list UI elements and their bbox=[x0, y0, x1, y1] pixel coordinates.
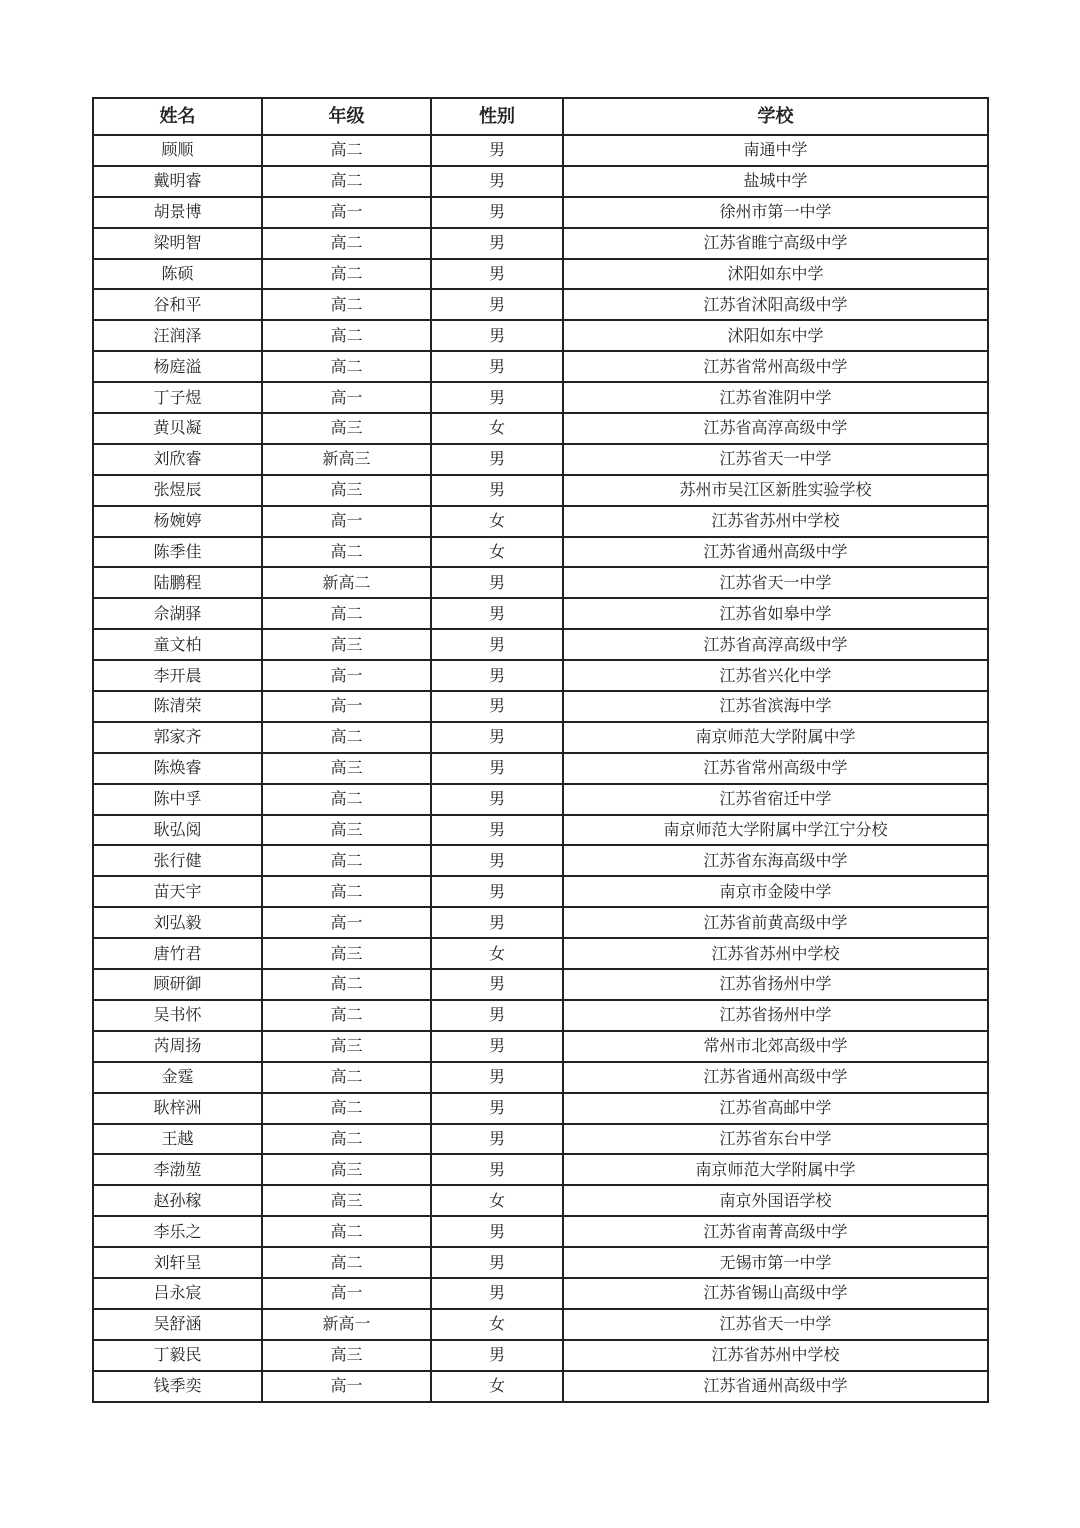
cell-gender: 男 bbox=[431, 197, 563, 228]
cell-name: 胡景博 bbox=[93, 197, 262, 228]
cell-grade: 高二 bbox=[262, 228, 431, 259]
cell-school: 南京师范大学附属中学 bbox=[563, 1154, 988, 1185]
table-row bbox=[93, 629, 988, 660]
cell-grade: 高三 bbox=[262, 629, 431, 660]
table-row bbox=[93, 413, 988, 444]
cell-name: 陈焕睿 bbox=[93, 753, 262, 784]
cell-name: 戴明睿 bbox=[93, 166, 262, 197]
cell-grade: 高二 bbox=[262, 1124, 431, 1155]
cell-grade: 高二 bbox=[262, 166, 431, 197]
cell-gender: 男 bbox=[431, 475, 563, 506]
cell-grade: 高二 bbox=[262, 969, 431, 1000]
cell-grade: 高二 bbox=[262, 135, 431, 166]
cell-grade: 高三 bbox=[262, 1185, 431, 1216]
table-row bbox=[93, 876, 988, 907]
cell-gender: 男 bbox=[431, 1340, 563, 1371]
table-row bbox=[93, 537, 988, 568]
cell-gender: 女 bbox=[431, 1371, 563, 1402]
table-row bbox=[93, 1031, 988, 1062]
student-list-table bbox=[92, 97, 989, 1403]
cell-name: 丁毅民 bbox=[93, 1340, 262, 1371]
table-row bbox=[93, 1278, 988, 1309]
table-row bbox=[93, 289, 988, 320]
cell-grade: 高一 bbox=[262, 691, 431, 722]
cell-name: 李乐之 bbox=[93, 1216, 262, 1247]
table-row bbox=[93, 1340, 988, 1371]
cell-name: 钱季奕 bbox=[93, 1371, 262, 1402]
cell-gender: 男 bbox=[431, 1062, 563, 1093]
cell-school: 江苏省天一中学 bbox=[563, 1309, 988, 1340]
table-row bbox=[93, 320, 988, 351]
cell-grade: 高三 bbox=[262, 815, 431, 846]
cell-school: 江苏省苏州中学校 bbox=[563, 938, 988, 969]
cell-school: 江苏省淮阴中学 bbox=[563, 382, 988, 413]
cell-name: 陈硕 bbox=[93, 259, 262, 290]
cell-grade: 高二 bbox=[262, 598, 431, 629]
cell-school: 江苏省兴化中学 bbox=[563, 660, 988, 691]
cell-grade: 高一 bbox=[262, 1371, 431, 1402]
cell-name: 童文柏 bbox=[93, 629, 262, 660]
cell-school: 江苏省扬州中学 bbox=[563, 1000, 988, 1031]
cell-school: 苏州市吴江区新胜实验学校 bbox=[563, 475, 988, 506]
cell-name: 杨婉婷 bbox=[93, 506, 262, 537]
cell-school: 江苏省扬州中学 bbox=[563, 969, 988, 1000]
cell-school: 江苏省睢宁高级中学 bbox=[563, 228, 988, 259]
cell-gender: 男 bbox=[431, 722, 563, 753]
cell-gender: 男 bbox=[431, 382, 563, 413]
cell-grade: 高二 bbox=[262, 845, 431, 876]
cell-name: 刘欣睿 bbox=[93, 444, 262, 475]
cell-school: 沭阳如东中学 bbox=[563, 259, 988, 290]
cell-gender: 女 bbox=[431, 506, 563, 537]
table-row bbox=[93, 691, 988, 722]
table-row bbox=[93, 938, 988, 969]
cell-school: 江苏省通州高级中学 bbox=[563, 1371, 988, 1402]
cell-school: 江苏省东海高级中学 bbox=[563, 845, 988, 876]
cell-grade: 新高三 bbox=[262, 444, 431, 475]
cell-school: 江苏省常州高级中学 bbox=[563, 351, 988, 382]
table-row bbox=[93, 969, 988, 1000]
cell-gender: 男 bbox=[431, 660, 563, 691]
cell-name: 耿梓洲 bbox=[93, 1093, 262, 1124]
cell-name: 郭家齐 bbox=[93, 722, 262, 753]
cell-grade: 高三 bbox=[262, 753, 431, 784]
table-row bbox=[93, 228, 988, 259]
cell-name: 吕永宸 bbox=[93, 1278, 262, 1309]
cell-school: 无锡市第一中学 bbox=[563, 1247, 988, 1278]
cell-grade: 高二 bbox=[262, 1062, 431, 1093]
header-name: 姓名 bbox=[93, 98, 262, 135]
cell-name: 李渤堃 bbox=[93, 1154, 262, 1185]
table-row bbox=[93, 1000, 988, 1031]
cell-grade: 高二 bbox=[262, 784, 431, 815]
cell-school: 江苏省苏州中学校 bbox=[563, 506, 988, 537]
table-row bbox=[93, 815, 988, 846]
cell-gender: 男 bbox=[431, 259, 563, 290]
cell-school: 江苏省前黄高级中学 bbox=[563, 907, 988, 938]
cell-grade: 高一 bbox=[262, 197, 431, 228]
cell-gender: 男 bbox=[431, 753, 563, 784]
cell-gender: 女 bbox=[431, 537, 563, 568]
header-grade: 年级 bbox=[262, 98, 431, 135]
cell-gender: 男 bbox=[431, 1093, 563, 1124]
cell-grade: 高二 bbox=[262, 1216, 431, 1247]
cell-grade: 高三 bbox=[262, 413, 431, 444]
cell-name: 陈季佳 bbox=[93, 537, 262, 568]
cell-school: 沭阳如东中学 bbox=[563, 320, 988, 351]
cell-gender: 男 bbox=[431, 166, 563, 197]
cell-name: 顾研御 bbox=[93, 969, 262, 1000]
table-row bbox=[93, 660, 988, 691]
cell-school: 江苏省天一中学 bbox=[563, 567, 988, 598]
cell-gender: 男 bbox=[431, 969, 563, 1000]
cell-gender: 男 bbox=[431, 1247, 563, 1278]
table-row bbox=[93, 475, 988, 506]
cell-grade: 高一 bbox=[262, 1278, 431, 1309]
cell-school: 常州市北郊高级中学 bbox=[563, 1031, 988, 1062]
cell-grade: 高二 bbox=[262, 1247, 431, 1278]
cell-school: 江苏省高淳高级中学 bbox=[563, 413, 988, 444]
cell-gender: 男 bbox=[431, 876, 563, 907]
table-row bbox=[93, 166, 988, 197]
cell-school: 江苏省沭阳高级中学 bbox=[563, 289, 988, 320]
table-row bbox=[93, 722, 988, 753]
table-row bbox=[93, 567, 988, 598]
cell-name: 顾顺 bbox=[93, 135, 262, 166]
cell-gender: 男 bbox=[431, 1278, 563, 1309]
table-row bbox=[93, 907, 988, 938]
cell-name: 金霆 bbox=[93, 1062, 262, 1093]
cell-school: 江苏省天一中学 bbox=[563, 444, 988, 475]
cell-name: 张行健 bbox=[93, 845, 262, 876]
cell-school: 南京师范大学附属中学 bbox=[563, 722, 988, 753]
cell-grade: 高二 bbox=[262, 351, 431, 382]
cell-school: 江苏省高邮中学 bbox=[563, 1093, 988, 1124]
table-row bbox=[93, 444, 988, 475]
cell-school: 江苏省宿迁中学 bbox=[563, 784, 988, 815]
table-row bbox=[93, 135, 988, 166]
cell-school: 江苏省常州高级中学 bbox=[563, 753, 988, 784]
cell-name: 刘轩呈 bbox=[93, 1247, 262, 1278]
cell-name: 陆鹏程 bbox=[93, 567, 262, 598]
cell-gender: 男 bbox=[431, 1216, 563, 1247]
table-row bbox=[93, 1309, 988, 1340]
cell-gender: 男 bbox=[431, 289, 563, 320]
cell-grade: 高二 bbox=[262, 289, 431, 320]
table-row bbox=[93, 753, 988, 784]
table-row bbox=[93, 845, 988, 876]
cell-school: 徐州市第一中学 bbox=[563, 197, 988, 228]
cell-gender: 男 bbox=[431, 907, 563, 938]
cell-gender: 男 bbox=[431, 135, 563, 166]
cell-name: 张煜辰 bbox=[93, 475, 262, 506]
cell-gender: 女 bbox=[431, 1185, 563, 1216]
cell-school: 江苏省滨海中学 bbox=[563, 691, 988, 722]
cell-gender: 男 bbox=[431, 815, 563, 846]
cell-name: 刘弘毅 bbox=[93, 907, 262, 938]
cell-grade: 高二 bbox=[262, 1093, 431, 1124]
cell-grade: 高一 bbox=[262, 382, 431, 413]
cell-name: 丁子煜 bbox=[93, 382, 262, 413]
cell-grade: 高二 bbox=[262, 722, 431, 753]
cell-grade: 高三 bbox=[262, 938, 431, 969]
cell-gender: 男 bbox=[431, 1000, 563, 1031]
cell-school: 南京市金陵中学 bbox=[563, 876, 988, 907]
table-row bbox=[93, 197, 988, 228]
cell-school: 南京外国语学校 bbox=[563, 1185, 988, 1216]
cell-name: 佘湖驿 bbox=[93, 598, 262, 629]
table-row bbox=[93, 784, 988, 815]
cell-gender: 女 bbox=[431, 413, 563, 444]
cell-gender: 男 bbox=[431, 598, 563, 629]
table-row bbox=[93, 1247, 988, 1278]
cell-gender: 男 bbox=[431, 351, 563, 382]
cell-grade: 高一 bbox=[262, 506, 431, 537]
cell-grade: 高二 bbox=[262, 320, 431, 351]
cell-name: 王越 bbox=[93, 1124, 262, 1155]
cell-name: 黄贝凝 bbox=[93, 413, 262, 444]
cell-gender: 男 bbox=[431, 845, 563, 876]
cell-grade: 高二 bbox=[262, 1000, 431, 1031]
table-row bbox=[93, 382, 988, 413]
table-header-row bbox=[93, 98, 988, 135]
cell-name: 汪润泽 bbox=[93, 320, 262, 351]
header-gender: 性别 bbox=[431, 98, 563, 135]
table-row bbox=[93, 1062, 988, 1093]
table-row bbox=[93, 1154, 988, 1185]
cell-name: 赵孙稼 bbox=[93, 1185, 262, 1216]
cell-gender: 男 bbox=[431, 228, 563, 259]
cell-school: 江苏省高淳高级中学 bbox=[563, 629, 988, 660]
cell-grade: 高三 bbox=[262, 1031, 431, 1062]
cell-name: 芮周扬 bbox=[93, 1031, 262, 1062]
table-row bbox=[93, 1216, 988, 1247]
table-row bbox=[93, 1124, 988, 1155]
cell-gender: 男 bbox=[431, 691, 563, 722]
cell-school: 江苏省通州高级中学 bbox=[563, 1062, 988, 1093]
cell-school: 江苏省锡山高级中学 bbox=[563, 1278, 988, 1309]
cell-name: 陈中孚 bbox=[93, 784, 262, 815]
cell-gender: 女 bbox=[431, 938, 563, 969]
cell-gender: 男 bbox=[431, 784, 563, 815]
table-row bbox=[93, 259, 988, 290]
table-row bbox=[93, 351, 988, 382]
cell-gender: 男 bbox=[431, 444, 563, 475]
table-row bbox=[93, 598, 988, 629]
cell-grade: 高三 bbox=[262, 1154, 431, 1185]
cell-gender: 男 bbox=[431, 629, 563, 660]
cell-school: 江苏省苏州中学校 bbox=[563, 1340, 988, 1371]
cell-school: 盐城中学 bbox=[563, 166, 988, 197]
cell-name: 吴舒涵 bbox=[93, 1309, 262, 1340]
cell-gender: 男 bbox=[431, 1031, 563, 1062]
cell-grade: 高三 bbox=[262, 475, 431, 506]
table-row bbox=[93, 506, 988, 537]
table-row bbox=[93, 1371, 988, 1402]
cell-grade: 高一 bbox=[262, 660, 431, 691]
cell-school: 南京师范大学附属中学江宁分校 bbox=[563, 815, 988, 846]
cell-name: 吴书怀 bbox=[93, 1000, 262, 1031]
cell-name: 梁明智 bbox=[93, 228, 262, 259]
cell-grade: 高二 bbox=[262, 537, 431, 568]
header-school: 学校 bbox=[563, 98, 988, 135]
cell-gender: 男 bbox=[431, 1124, 563, 1155]
cell-school: 江苏省通州高级中学 bbox=[563, 537, 988, 568]
cell-name: 唐竹君 bbox=[93, 938, 262, 969]
cell-gender: 男 bbox=[431, 320, 563, 351]
cell-school: 江苏省南菁高级中学 bbox=[563, 1216, 988, 1247]
cell-name: 杨庭溢 bbox=[93, 351, 262, 382]
cell-school: 江苏省东台中学 bbox=[563, 1124, 988, 1155]
cell-name: 苗天宇 bbox=[93, 876, 262, 907]
cell-gender: 男 bbox=[431, 1154, 563, 1185]
table-row bbox=[93, 1093, 988, 1124]
cell-name: 谷和平 bbox=[93, 289, 262, 320]
cell-name: 陈清荣 bbox=[93, 691, 262, 722]
cell-grade: 高三 bbox=[262, 1340, 431, 1371]
cell-gender: 男 bbox=[431, 567, 563, 598]
cell-gender: 女 bbox=[431, 1309, 563, 1340]
cell-name: 耿弘阅 bbox=[93, 815, 262, 846]
cell-school: 江苏省如皋中学 bbox=[563, 598, 988, 629]
table-row bbox=[93, 1185, 988, 1216]
cell-name: 李开晨 bbox=[93, 660, 262, 691]
cell-grade: 高二 bbox=[262, 259, 431, 290]
cell-grade: 高二 bbox=[262, 876, 431, 907]
cell-school: 南通中学 bbox=[563, 135, 988, 166]
cell-grade: 新高二 bbox=[262, 567, 431, 598]
cell-grade: 新高一 bbox=[262, 1309, 431, 1340]
cell-grade: 高一 bbox=[262, 907, 431, 938]
